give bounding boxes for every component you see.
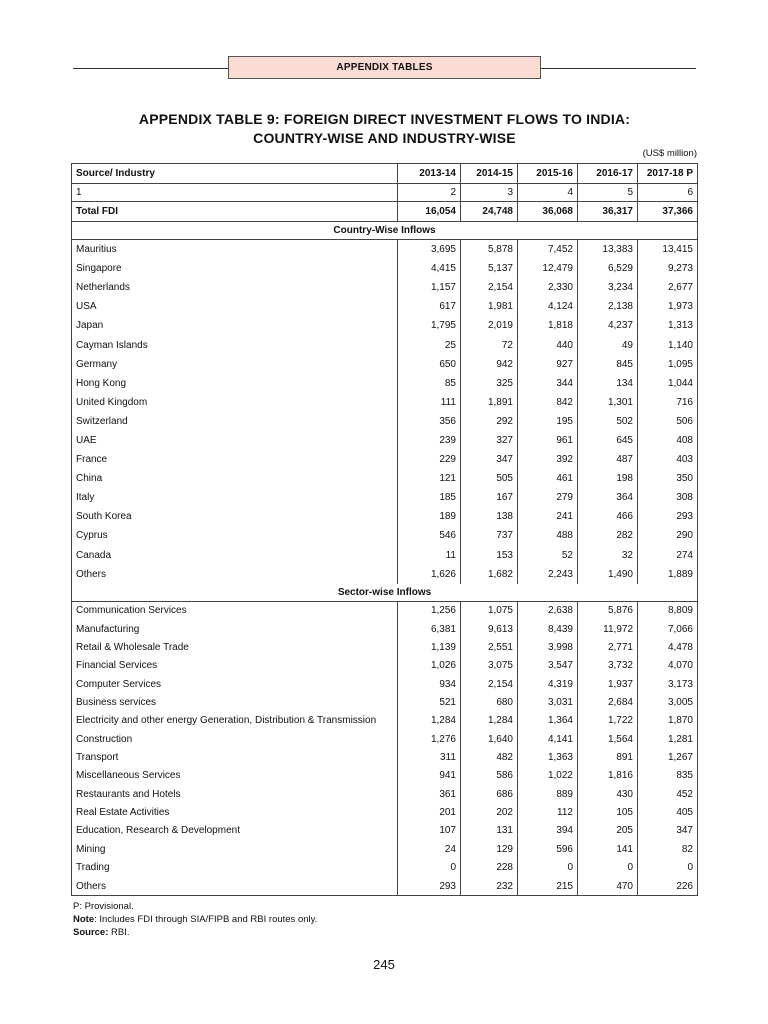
table-cell: 185 [398,488,461,507]
row-label: Education, Research & Development [72,822,398,840]
table-cell: 292 [461,412,518,431]
table-cell: 482 [461,748,518,766]
table-cell: 546 [398,526,461,545]
table-row [72,785,698,803]
table-cell: 9,613 [461,620,518,638]
table-cell: 11,972 [578,620,638,638]
table-cell: 129 [461,840,518,858]
table-cell: 1,075 [461,601,518,620]
table-cell: 961 [518,431,578,450]
table-cell: 1,022 [518,767,578,785]
table-row [72,730,698,748]
table-cell: 1,140 [638,335,698,354]
table-cell: 1,722 [578,712,638,730]
table-row [72,278,698,297]
table-cell: 3,547 [518,657,578,675]
table-row [72,526,698,545]
table-row [72,507,698,526]
table-row [72,374,698,393]
table-cell: 356 [398,412,461,431]
row-label: China [72,469,398,488]
table-cell: 5,878 [461,240,518,260]
table-cell: 405 [638,803,698,821]
table-row [72,240,698,260]
table-cell: 82 [638,840,698,858]
table-cell: 466 [578,507,638,526]
table-cell: 430 [578,785,638,803]
table-row [72,546,698,565]
row-label: France [72,450,398,469]
table-row [72,859,698,877]
table-cell: 1,364 [518,712,578,730]
column-header: Source/ Industry [72,164,398,184]
note-line [73,913,317,926]
table-cell: 6,381 [398,620,461,638]
table-row [72,748,698,766]
row-label: Electricity and other energy Generation, Distribution & Transmission [72,712,398,730]
total-fdi-row [72,202,698,222]
table-cell: 290 [638,526,698,545]
table-cell: 7,066 [638,620,698,638]
table-cell: 2,019 [461,316,518,335]
table-cell: 1,284 [461,712,518,730]
table-cell: 0 [638,859,698,877]
table-cell: 1,281 [638,730,698,748]
table-cell: 52 [518,546,578,565]
column-number-row [72,184,698,202]
table-cell: 24 [398,840,461,858]
table-cell: 112 [518,803,578,821]
table-cell: 2,154 [461,675,518,693]
fdi-table [71,163,698,896]
table-cell: 716 [638,393,698,412]
table-cell: 1,891 [461,393,518,412]
table-cell: 1,284 [398,712,461,730]
table-cell: 107 [398,822,461,840]
table-cell: 737 [461,526,518,545]
table-cell: 1,157 [398,278,461,297]
table-row [72,565,698,584]
table-row [72,297,698,316]
table-cell: 36,068 [518,202,578,222]
row-label: Business services [72,693,398,711]
sector-section-header [72,584,698,602]
table-cell: 24,748 [461,202,518,222]
table-cell: 8,809 [638,601,698,620]
column-number: 6 [638,184,698,202]
table-cell: 505 [461,469,518,488]
table-cell: 195 [518,412,578,431]
table-row [72,693,698,711]
table-cell: 4,237 [578,316,638,335]
row-label: Japan [72,316,398,335]
row-label: Retail & Wholesale Trade [72,638,398,656]
table-cell: 1,313 [638,316,698,335]
country-section-header [72,222,698,240]
table-cell: 11 [398,546,461,565]
table-cell: 228 [461,859,518,877]
table-cell: 586 [461,767,518,785]
table-cell: 13,415 [638,240,698,260]
row-label: Restaurants and Hotels [72,785,398,803]
table-cell: 2,638 [518,601,578,620]
table-cell: 1,139 [398,638,461,656]
row-label: Mining [72,840,398,858]
row-label: Others [72,877,398,896]
table-cell: 845 [578,355,638,374]
table-cell: 1,973 [638,297,698,316]
column-number: 1 [72,184,398,202]
table-cell: 1,816 [578,767,638,785]
table-cell: 1,490 [578,565,638,584]
table-cell: 16,054 [398,202,461,222]
table-cell: 4,124 [518,297,578,316]
row-label: Singapore [72,259,398,278]
table-cell: 502 [578,412,638,431]
table-cell: 470 [578,877,638,896]
row-label: United Kingdom [72,393,398,412]
table-cell: 3,732 [578,657,638,675]
row-label: Trading [72,859,398,877]
table-cell: 232 [461,877,518,896]
row-label: Netherlands [72,278,398,297]
table-cell: 0 [518,859,578,877]
table-cell: 3,075 [461,657,518,675]
table-cell: 4,141 [518,730,578,748]
table-row [72,712,698,730]
table-cell: 3,031 [518,693,578,711]
table-cell: 3,005 [638,693,698,711]
row-label: Mauritius [72,240,398,260]
table-cell: 293 [638,507,698,526]
table-cell: 167 [461,488,518,507]
note-text: : Includes FDI through SIA/FIPB and RBI routes only. [94,914,318,925]
column-header: 2015-16 [518,164,578,184]
table-cell: 4,478 [638,638,698,656]
table-cell: 12,479 [518,259,578,278]
table-row [72,450,698,469]
table-row [72,316,698,335]
table-cell: 308 [638,488,698,507]
column-number: 2 [398,184,461,202]
table-cell: 25 [398,335,461,354]
table-cell: 8,439 [518,620,578,638]
table-cell: 617 [398,297,461,316]
row-label: Miscellaneous Services [72,767,398,785]
table-cell: 0 [398,859,461,877]
table-notes [73,900,317,939]
table-row [72,638,698,656]
table-cell: 2,771 [578,638,638,656]
row-label: Germany [72,355,398,374]
row-label: USA [72,297,398,316]
table-cell: 85 [398,374,461,393]
table-row [72,412,698,431]
table-cell: 686 [461,785,518,803]
table-cell: 2,138 [578,297,638,316]
table-cell: 835 [638,767,698,785]
table-cell: 111 [398,393,461,412]
row-label: UAE [72,431,398,450]
table-cell: 2,243 [518,565,578,584]
table-row [72,488,698,507]
table-cell: 3,234 [578,278,638,297]
table-cell: 5,876 [578,601,638,620]
table-cell: 487 [578,450,638,469]
table-cell: 942 [461,355,518,374]
table-cell: 205 [578,822,638,840]
table-cell: 198 [578,469,638,488]
table-cell: 452 [638,785,698,803]
table-cell: 49 [578,335,638,354]
column-header-row [72,164,698,184]
table-cell: 239 [398,431,461,450]
table-row [72,620,698,638]
table-cell: 1,044 [638,374,698,393]
table-cell: 680 [461,693,518,711]
table-cell: 229 [398,450,461,469]
row-label: Communication Services [72,601,398,620]
table-cell: 138 [461,507,518,526]
section-title: Sector-wise Inflows [72,584,698,602]
table-cell: 279 [518,488,578,507]
row-label: Switzerland [72,412,398,431]
fdi-table-body [72,164,698,896]
row-label: Others [72,565,398,584]
table-cell: 1,640 [461,730,518,748]
column-number: 4 [518,184,578,202]
table-cell: 440 [518,335,578,354]
row-label: Cayman Islands [72,335,398,354]
row-label: Manufacturing [72,620,398,638]
source-label: Source: [73,927,109,938]
table-row [72,840,698,858]
table-cell: 408 [638,431,698,450]
table-row [72,767,698,785]
table-row [72,431,698,450]
table-cell: 934 [398,675,461,693]
table-cell: 0 [578,859,638,877]
table-cell: 1,276 [398,730,461,748]
table-cell: 13,383 [578,240,638,260]
column-header: 2016-17 [578,164,638,184]
row-label: Total FDI [72,202,398,222]
table-cell: 1,889 [638,565,698,584]
section-title: Country-Wise Inflows [72,222,698,240]
table-row [72,803,698,821]
table-cell: 32 [578,546,638,565]
table-cell: 596 [518,840,578,858]
table-cell: 1,267 [638,748,698,766]
table-cell: 1,626 [398,565,461,584]
table-cell: 2,330 [518,278,578,297]
source-text: RBI. [108,927,130,938]
table-cell: 1,026 [398,657,461,675]
table-cell: 201 [398,803,461,821]
header-rule-right [541,68,696,69]
row-label: Real Estate Activities [72,803,398,821]
table-cell: 293 [398,877,461,896]
provisional-note: P: Provisional. [73,901,134,912]
table-row [72,601,698,620]
column-header: 2013-14 [398,164,461,184]
table-cell: 189 [398,507,461,526]
table-cell: 347 [461,450,518,469]
table-cell: 392 [518,450,578,469]
table-cell: 461 [518,469,578,488]
column-number: 3 [461,184,518,202]
table-row [72,657,698,675]
table-cell: 327 [461,431,518,450]
table-cell: 3,998 [518,638,578,656]
row-label: Hong Kong [72,374,398,393]
table-cell: 1,363 [518,748,578,766]
table-cell: 134 [578,374,638,393]
table-cell: 282 [578,526,638,545]
table-cell: 1,795 [398,316,461,335]
table-cell: 403 [638,450,698,469]
table-cell: 927 [518,355,578,374]
table-title-line1: APPENDIX TABLE 9: FOREIGN DIRECT INVESTMENT FLOWS TO INDIA: [138,111,631,127]
table-cell: 2,684 [578,693,638,711]
page-number: 245 [373,957,395,972]
table-cell: 5,137 [461,259,518,278]
table-cell: 72 [461,335,518,354]
table-cell: 325 [461,374,518,393]
table-cell: 394 [518,822,578,840]
table-row [72,877,698,896]
appendix-header-label: APPENDIX TABLES [336,62,433,73]
table-cell: 941 [398,767,461,785]
table-cell: 1,301 [578,393,638,412]
table-cell: 347 [638,822,698,840]
table-cell: 274 [638,546,698,565]
table-cell: 4,415 [398,259,461,278]
table-cell: 891 [578,748,638,766]
table-cell: 2,677 [638,278,698,297]
table-cell: 121 [398,469,461,488]
row-label: Construction [72,730,398,748]
table-row [72,469,698,488]
table-row [72,822,698,840]
table-cell: 1,818 [518,316,578,335]
row-label: Italy [72,488,398,507]
table-cell: 131 [461,822,518,840]
table-cell: 344 [518,374,578,393]
table-cell: 36,317 [578,202,638,222]
table-cell: 9,273 [638,259,698,278]
table-cell: 105 [578,803,638,821]
header-rule-left [73,68,228,69]
table-cell: 1,682 [461,565,518,584]
table-cell: 3,695 [398,240,461,260]
table-row [72,335,698,354]
table-cell: 506 [638,412,698,431]
table-cell: 521 [398,693,461,711]
table-cell: 1,095 [638,355,698,374]
table-cell: 2,154 [461,278,518,297]
table-cell: 361 [398,785,461,803]
table-row [72,259,698,278]
table-cell: 4,070 [638,657,698,675]
table-cell: 37,366 [638,202,698,222]
table-cell: 311 [398,748,461,766]
row-label: Financial Services [72,657,398,675]
row-label: Computer Services [72,675,398,693]
table-row [72,393,698,412]
source-line [73,926,317,939]
row-label: South Korea [72,507,398,526]
table-cell: 226 [638,877,698,896]
table-cell: 1,937 [578,675,638,693]
table-cell: 650 [398,355,461,374]
table-cell: 202 [461,803,518,821]
table-cell: 6,529 [578,259,638,278]
table-cell: 4,319 [518,675,578,693]
table-cell: 842 [518,393,578,412]
column-number: 5 [578,184,638,202]
table-cell: 364 [578,488,638,507]
row-label: Cyprus [72,526,398,545]
table-row [72,355,698,374]
table-cell: 2,551 [461,638,518,656]
table-cell: 350 [638,469,698,488]
table-cell: 153 [461,546,518,565]
table-cell: 645 [578,431,638,450]
table-row [72,675,698,693]
table-cell: 215 [518,877,578,896]
table-cell: 241 [518,507,578,526]
appendix-header-box [228,56,541,79]
table-cell: 1,256 [398,601,461,620]
column-header: 2014-15 [461,164,518,184]
row-label: Canada [72,546,398,565]
table-cell: 889 [518,785,578,803]
table-cell: 3,173 [638,675,698,693]
table-cell: 1,981 [461,297,518,316]
table-cell: 488 [518,526,578,545]
row-label: Transport [72,748,398,766]
table-title-line2: COUNTRY-WISE AND INDUSTRY-WISE [253,130,516,146]
table-cell: 141 [578,840,638,858]
column-header: 2017-18 P [638,164,698,184]
table-cell: 1,564 [578,730,638,748]
table-cell: 7,452 [518,240,578,260]
table-cell: 1,870 [638,712,698,730]
note-label: Note [73,914,95,925]
units-label: (US$ million) [642,148,697,159]
